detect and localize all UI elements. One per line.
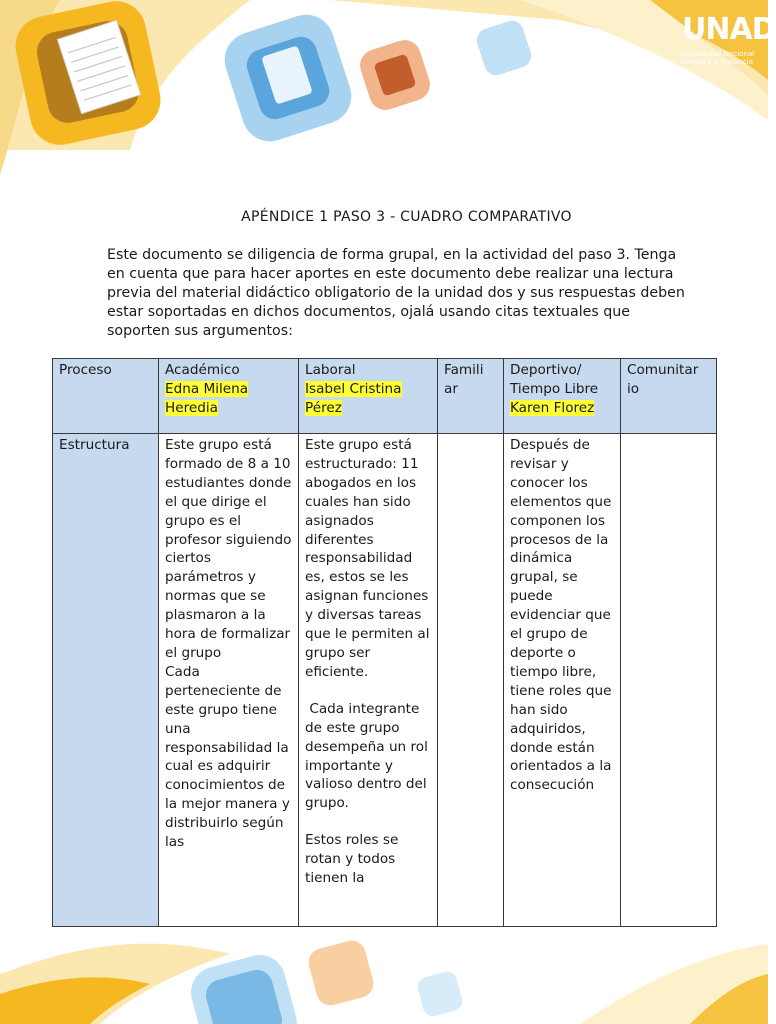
row-label-cell (53, 434, 159, 927)
header-decoration (0, 0, 768, 175)
header-deportivo-author: Karen Florez (510, 399, 595, 416)
header-familiar-label: Famili ar (444, 362, 484, 397)
cell-laboral-text-1: Este grupo está estructurado: 11 abogados en los cuales han sido asignados diferentes responsabilidad es, estos se les asignan funciones y diversas tareas que le permiten al grupo ser eficiente. (305, 437, 430, 680)
header-comunitario-label: Comunitar io (627, 362, 699, 397)
footer-decoration (0, 914, 768, 1024)
document-title: APÉNDICE 1 PASO 3 - CUADRO COMPARATIVO (241, 209, 572, 225)
header-proceso-label: Proceso (59, 362, 112, 378)
header-academico-author: Edna Milena Heredia (165, 380, 249, 416)
cell-academico (159, 434, 299, 927)
unad-logo (680, 8, 776, 72)
cell-academico-text-2: Cada perteneciente de este grupo tiene una responsabilidad la cual es adquirir conocimientos de la mejor manera y distribuirlo según las (165, 663, 290, 851)
cell-laboral-text-2: Cada integrante de este grupo desempeña un rol importante y valioso dentro del grupo. (305, 700, 433, 812)
cell-laboral (299, 434, 438, 927)
header-deportivo-label: Deportivo/ Tiempo Libre (510, 362, 599, 397)
header-comunitario (621, 359, 717, 434)
logo-subtitle: Universidad Nacional Abierta y a Distancia (680, 50, 755, 66)
header-laboral (299, 359, 438, 434)
cell-familiar (438, 434, 504, 927)
cell-deportivo-text: Después de revisar y conocer los elementos que componen los procesos de la dinámica grupal, se puede evidenciar que el grupo de deporte o tiempo libre, tiene roles que han sido adquiridos, donde están orientados a la consecución (510, 437, 612, 794)
header-proceso (53, 359, 159, 434)
cell-laboral-text-3: Estos roles se rotan y todos tienen la (305, 832, 399, 887)
cell-academico-text-1: Este grupo está formado de 8 a 10 estudiantes donde el que dirige el grupo es el profesor siguiendo ciertos parámetros y normas que se plasmaron a la hora de formalizar el grupo (165, 437, 292, 661)
table-header-row (53, 359, 717, 434)
header-academico (159, 359, 299, 434)
logo-wordmark: UNAD (682, 12, 776, 47)
cell-comunitario (621, 434, 717, 927)
header-deportivo (504, 359, 621, 434)
header-familiar (438, 359, 504, 434)
header-laboral-author: Isabel Cristina Pérez (305, 380, 402, 416)
row-label: Estructura (59, 437, 130, 453)
intro-paragraph: Este documento se diligencia de forma grupal, en la actividad del paso 3. Tenga en cuenta que para hacer aportes en este documento debe realizar una lectura previa del material didáctico obligatorio de la unidad dos y sus respuestas deben estar soportadas en dichos documentos, ojalá usando citas textuales que soporten sus argumentos: (107, 247, 685, 339)
comparison-table (52, 358, 717, 927)
table-row (53, 434, 717, 927)
cell-deportivo (504, 434, 621, 927)
header-laboral-label: Laboral (305, 362, 356, 378)
header-academico-label: Académico (165, 362, 240, 378)
